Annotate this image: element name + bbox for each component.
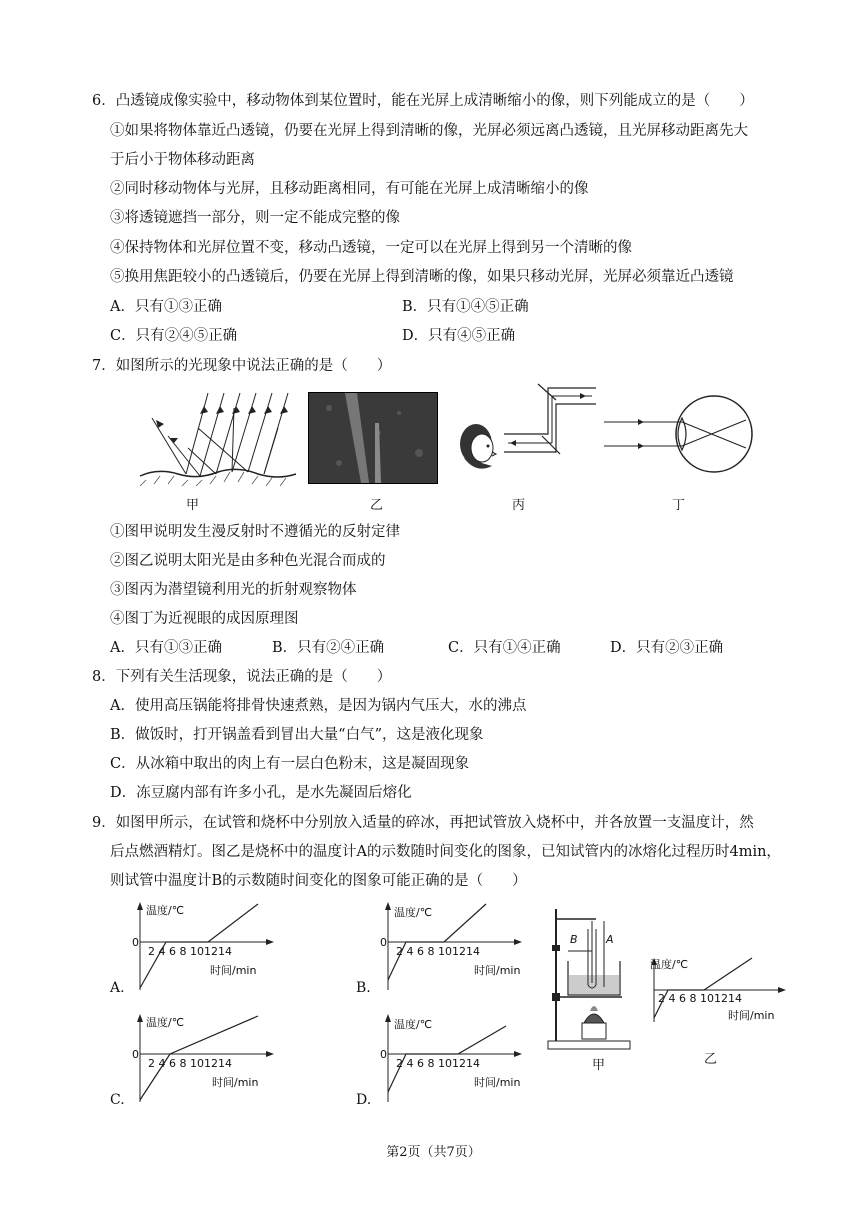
caption-yi: 乙 — [370, 498, 384, 513]
caption-graph-yi: 乙 — [704, 1052, 718, 1067]
q9-stem-line2: 后点燃酒精灯。图乙是烧杯中的温度计A的示数随时间变化的图象，已知试管内的冰熔化过程历时4min， — [110, 844, 781, 860]
caption-jia: 甲 — [186, 498, 200, 513]
q8-option-b[interactable]: B．做饭时，打开锅盖看到冒出大量“白气”，这是液化现象 — [110, 727, 484, 743]
graph-c-ticks: 2 4 6 8 101214 — [148, 1057, 232, 1070]
graph-a-xlabel: 时间/min — [210, 964, 257, 977]
graph-c-ylabel: 温度/℃ — [146, 1016, 185, 1029]
eye-diagram — [604, 388, 754, 484]
q6-option-c[interactable]: C．只有②④⑤正确 — [110, 328, 238, 344]
graph-c-xlabel: 时间/min — [212, 1076, 259, 1089]
q6-stem: 6．凸透镜成像实验中，移动物体到某位置时，能在光屏上成清晰缩小的像，则下列能成立的是（ ） — [92, 93, 754, 109]
q7-statement-4: ④图丁为近视眼的成因原理图 — [110, 611, 299, 627]
graph-d-zero: 0 — [380, 1048, 387, 1061]
q7-stem: 7．如图所示的光现象中说法正确的是（ ） — [92, 358, 392, 374]
graph-a-label: A. — [110, 980, 125, 996]
diffuse-reflection-figure — [138, 388, 298, 488]
q7-option-b[interactable]: B．只有②④正确 — [272, 640, 385, 656]
q7-statement-1: ①图甲说明发生漫反射时不遵循光的反射定律 — [110, 524, 400, 540]
apparatus-figure — [544, 905, 634, 1055]
page-footer: 第2页（共7页） — [386, 1145, 481, 1160]
graph-d-label: D. — [356, 1092, 372, 1108]
graph-option-a[interactable] — [108, 900, 278, 1000]
graph-a-ticks: 2 4 6 8 101214 — [148, 945, 232, 958]
q6-option-b[interactable]: B．只有①④⑤正确 — [402, 299, 529, 315]
caption-apparatus-jia: 甲 — [592, 1058, 606, 1073]
graph-yi-xlabel: 时间/min — [728, 1009, 775, 1022]
q7-option-a[interactable]: A．只有①③正确 — [110, 640, 222, 656]
q8-option-d[interactable]: D．冻豆腐内部有许多小孔，是水先凝固后熔化 — [110, 785, 412, 801]
q6-statement-1a: ①如果将物体靠近凸透镜，仍要在光屏上得到清晰的像，光屏必须远离凸透镜，且光屏移动距离先大 — [110, 123, 748, 139]
graph-c-zero: 0 — [132, 1048, 139, 1061]
graph-a-ylabel: 温度/℃ — [146, 904, 185, 917]
q6-statement-1b: 于后小于物体移动距离 — [110, 152, 255, 168]
graph-b-zero: 0 — [380, 936, 387, 949]
caption-ding: 丁 — [672, 498, 686, 513]
graph-yi-ticks: 2 4 6 8 101214 — [658, 992, 742, 1005]
thermometer-b-label: B — [570, 933, 578, 946]
q7-statement-3: ③图丙为潜望镜利用光的折射观察物体 — [110, 582, 357, 598]
q6-statement-5: ⑤换用焦距较小的凸透镜后，仍要在光屏上得到清晰的像，如果只移动光屏，光屏必须靠近凸透镜 — [110, 269, 734, 285]
q6-option-d[interactable]: D．只有④⑤正确 — [402, 328, 516, 344]
graph-a-zero: 0 — [132, 936, 139, 949]
q7-option-c[interactable]: C．只有①④正确 — [448, 640, 561, 656]
q6-statement-2: ②同时移动物体与光屏，且移动距离相同，有可能在光屏上成清晰缩小的像 — [110, 181, 589, 197]
graph-b-ylabel: 温度/℃ — [394, 906, 433, 919]
q9-stem-line1: 9．如图甲所示，在试管和烧杯中分别放入适量的碎冰，再把试管放入烧杯中，并各放置一支温度计，然 — [92, 815, 754, 831]
q6-statement-3: ③将透镜遮挡一部分，则一定不能成完整的像 — [110, 210, 400, 226]
caption-bing: 丙 — [512, 498, 526, 513]
light-beam-icon — [309, 393, 437, 483]
graph-b-ticks: 2 4 6 8 101214 — [396, 945, 480, 958]
graph-d-xlabel: 时间/min — [474, 1076, 521, 1089]
graph-option-c[interactable] — [108, 1012, 278, 1112]
graph-yi — [640, 956, 790, 1026]
q7-statement-2: ②图乙说明太阳光是由多种色光混合而成的 — [110, 553, 386, 569]
q8-option-a[interactable]: A．使用高压锅能将排骨快速煮熟，是因为锅内气压大，水的沸点 — [110, 698, 527, 714]
q8-stem: 8．下列有关生活现象，说法正确的是（ ） — [92, 669, 392, 685]
periscope-figure — [456, 378, 596, 478]
graph-d-ylabel: 温度/℃ — [394, 1018, 433, 1031]
graph-option-d[interactable] — [356, 1012, 526, 1112]
thermometer-a-label: A — [606, 933, 614, 946]
graph-d-ticks: 2 4 6 8 101214 — [396, 1057, 480, 1070]
graph-b-xlabel: 时间/min — [474, 964, 521, 977]
graph-b-label: B. — [356, 980, 371, 996]
q6-statement-4: ④保持物体和光屏位置不变，移动凸透镜，一定可以在光屏上得到另一个清晰的像 — [110, 240, 632, 256]
dispersion-photo — [308, 392, 438, 484]
graph-option-b[interactable] — [356, 900, 526, 1000]
graph-yi-ylabel: 温度/℃ — [650, 958, 689, 971]
q6-option-a[interactable]: A．只有①③正确 — [110, 299, 222, 315]
q7-option-d[interactable]: D．只有②③正确 — [610, 640, 724, 656]
graph-c-label: C. — [110, 1092, 125, 1108]
q8-option-c[interactable]: C．从冰箱中取出的肉上有一层白色粉末，这是凝固现象 — [110, 756, 470, 772]
q9-stem-line3: 则试管中温度计B的示数随时间变化的图象可能正确的是（ ） — [110, 873, 527, 889]
